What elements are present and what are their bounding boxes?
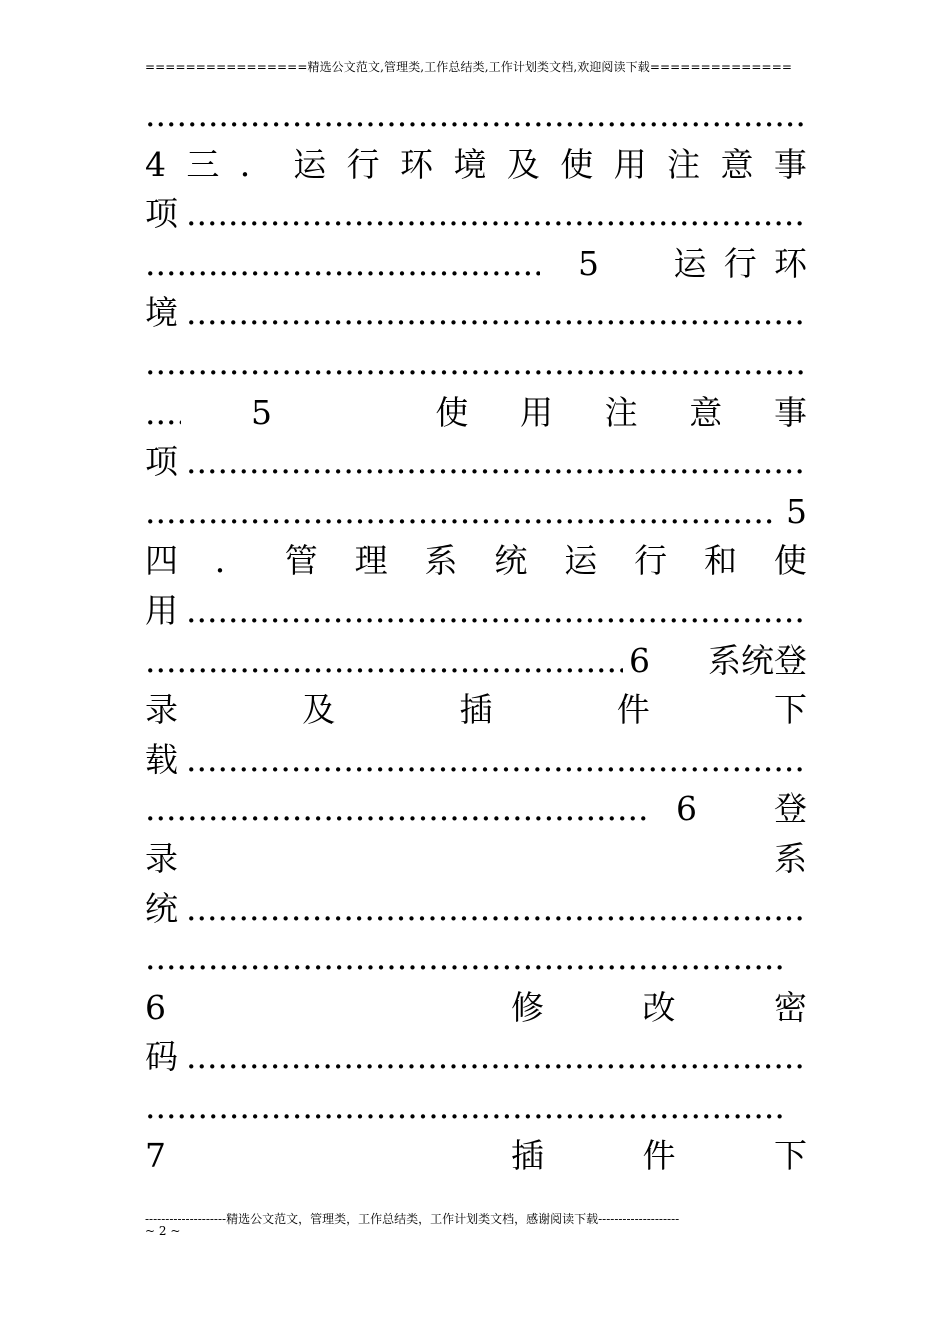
title-char: 运 [673,243,707,283]
title-char: 境 [453,144,487,184]
title-char: 录 [145,690,178,730]
toc-entry [166,983,807,1033]
toc-line [145,735,807,785]
toc-line [145,685,807,735]
page-footer: --------------------精选公文范文，管理类，工作总结类，工作计划类文档，感谢阅读下载-------------------- [145,1212,680,1226]
title-char: 密 [774,987,807,1027]
title-char: 意 [689,392,723,432]
title-text: 登 [774,789,807,829]
toc-line [145,586,807,636]
toc-entry [540,239,807,289]
toc-line [145,239,807,289]
page-number: 6 [145,987,166,1027]
title-char: 行 [723,243,757,283]
title-char: 下 [774,1136,807,1176]
title-char: 统 [145,888,178,928]
toc-line [145,338,807,388]
leader-dots [186,189,807,239]
leader-dots [145,933,785,983]
leader-dots [145,636,623,686]
leader-dots [145,1082,785,1132]
table-of-contents [145,90,807,1181]
title-char: 使 [773,541,807,581]
page-number: 4 [145,144,166,184]
section-dot: ． [214,541,248,581]
title-char: 运 [564,541,598,581]
toc-line [145,636,807,686]
toc-line [145,933,807,983]
title-char: 插 [511,1136,544,1176]
title-char: 项 [145,194,178,234]
toc-line [145,1032,807,1082]
toc-line [145,834,807,884]
toc-line [145,884,807,934]
leader-dots [145,239,540,289]
title-text: 系统登 [708,640,807,680]
title-char: 下 [774,690,807,730]
title-char: 用 [145,590,178,630]
title-char: 及 [506,144,540,184]
title-char: 统 [494,541,528,581]
title-char: 理 [354,541,388,581]
title-char: 插 [459,690,493,730]
title-char: 用 [519,392,553,432]
page-number: 5 [786,491,807,531]
title-char: 注 [604,392,638,432]
toc-line [145,189,807,239]
title-char: 载 [145,739,178,779]
toc-line [145,1131,807,1181]
section-number: 四 [145,541,178,581]
title-char: 事 [773,392,807,432]
leader-dots [186,735,807,785]
title-char: 使 [435,392,469,432]
leader-dots [145,784,650,834]
title-char: 用 [613,144,647,184]
toc-line [145,437,807,487]
leader-dots [186,288,807,338]
title-char: 和 [704,541,737,581]
title-char: 及 [302,690,336,730]
leader-dots [145,388,181,438]
page-number: 7 [145,1136,166,1176]
title-char: 环 [774,243,807,283]
toc-line [145,784,807,834]
toc-entry [166,1131,807,1181]
title-char: 使 [560,144,594,184]
title-char: 件 [642,1136,676,1176]
leader-dots [186,586,807,636]
toc-line [145,388,807,438]
toc-line [145,1082,807,1132]
title-char: 事 [773,144,807,184]
toc-line [145,288,807,338]
section-number: 三 [186,144,220,184]
leader-dots [145,90,807,140]
toc-line [145,983,807,1033]
leader-dots [186,884,807,934]
title-char: 修 [511,987,544,1027]
toc-section-3 [145,140,807,190]
page-number: 6 [629,640,650,680]
leader-dots [186,437,807,487]
toc-section-4 [145,536,807,586]
page-number: 5 [578,243,599,283]
title-char: 行 [634,541,668,581]
title-char: 项 [145,442,178,482]
title-char: 系 [424,541,458,581]
title-char: 改 [642,987,676,1027]
title-char: 行 [346,144,380,184]
title-char: 管 [284,541,318,581]
page-number-footer: ~ 2 ~ [145,1224,181,1238]
page-number: 6 [676,789,697,829]
toc-line [145,90,807,140]
page-header: ================精选公文范文,管理类,工作总结类,工作计划类文档,欢迎阅读下载============== [145,60,793,74]
leader-dots [186,1032,807,1082]
title-char: 系 [774,838,807,878]
title-char: 意 [720,144,754,184]
title-char: 运 [293,144,327,184]
section-dot: ． [239,144,273,184]
title-char: 录 [145,838,178,878]
leader-dots [145,487,774,537]
leader-dots [145,338,807,388]
title-char: 环 [400,144,434,184]
toc-entry [181,388,807,438]
title-char: 码 [145,1037,178,1077]
toc-line [145,487,807,537]
title-char: 件 [616,690,650,730]
title-char: 注 [667,144,701,184]
page-number: 5 [251,392,272,432]
title-char: 境 [145,293,178,333]
